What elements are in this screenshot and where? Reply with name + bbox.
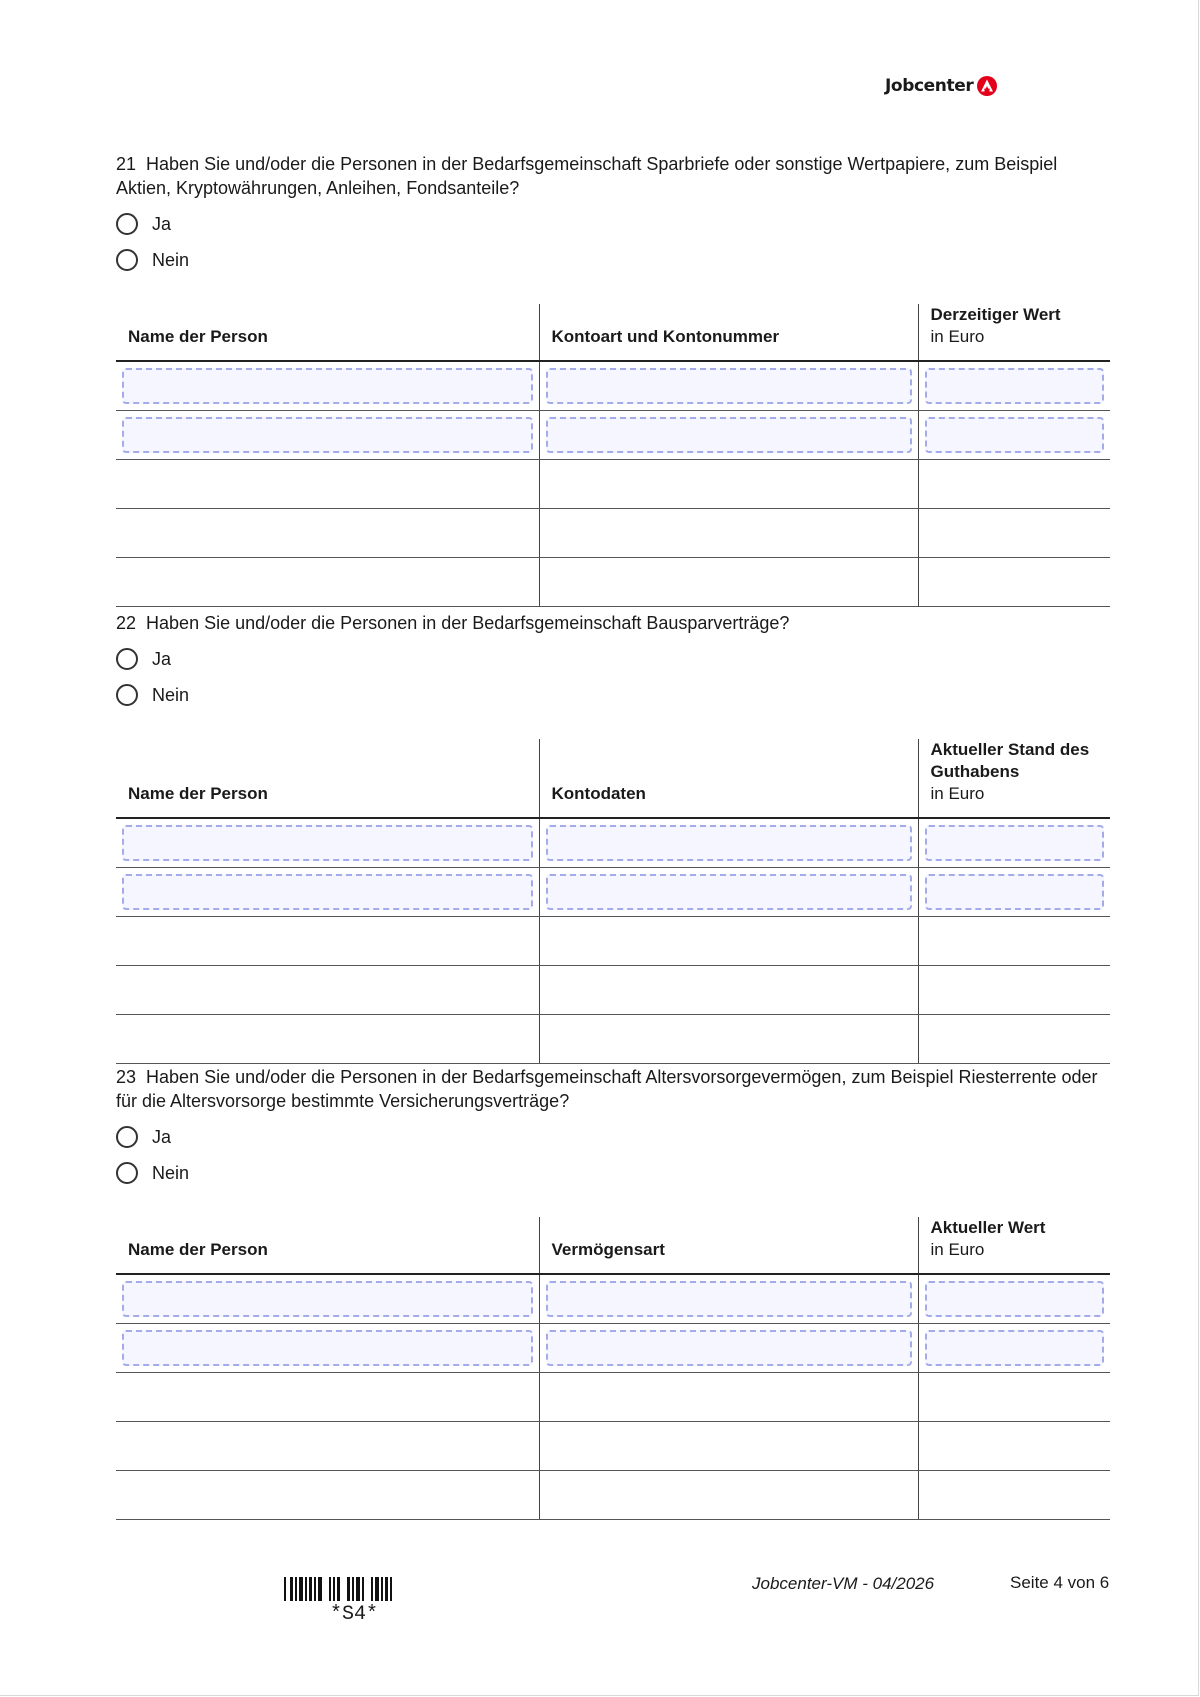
question-number: 22: [116, 613, 137, 633]
column-header: Name der Person: [116, 739, 539, 818]
table-cell: [539, 460, 918, 509]
table-cell: [918, 917, 1110, 966]
table-cell: [918, 966, 1110, 1015]
table-cell: [918, 1373, 1110, 1422]
assets-table-23: [116, 1217, 1110, 1520]
radio-option-ja[interactable]: [116, 206, 1110, 242]
radio-label: Ja: [152, 648, 172, 669]
radio-button[interactable]: [116, 249, 138, 271]
name-input[interactable]: [122, 874, 533, 910]
table-cell: [116, 917, 539, 966]
table-cell: [539, 1373, 918, 1422]
radio-option-nein[interactable]: [116, 1155, 1110, 1191]
table-row: [116, 411, 1110, 460]
name-input[interactable]: [122, 1330, 533, 1366]
table-cell: [116, 966, 539, 1015]
balance-input[interactable]: [925, 825, 1105, 861]
account-input[interactable]: [546, 368, 912, 404]
table-row: [116, 361, 1110, 411]
table-cell: [539, 1422, 918, 1471]
radio-option-nein[interactable]: [116, 677, 1110, 713]
question-number: 23: [116, 1067, 137, 1087]
column-header: Vermögensart: [539, 1217, 918, 1274]
name-input[interactable]: [122, 368, 533, 404]
balance-input[interactable]: [925, 874, 1105, 910]
jobcenter-a-logo-icon: [977, 76, 997, 96]
table-row: [116, 1471, 1110, 1520]
account-input[interactable]: [546, 417, 912, 453]
table-cell: [918, 509, 1110, 558]
table-row: [116, 818, 1110, 868]
barcode-text: *S4*: [329, 1603, 378, 1626]
name-input[interactable]: [122, 825, 533, 861]
table-row: [116, 1324, 1110, 1373]
table-cell: [918, 558, 1110, 607]
question-22: [116, 611, 1110, 635]
table-cell: [918, 460, 1110, 509]
table-row: [116, 1274, 1110, 1324]
table-cell: [116, 460, 539, 509]
assets-table-22: [116, 739, 1110, 1064]
table-cell: [918, 1015, 1110, 1064]
radio-option-ja[interactable]: [116, 1119, 1110, 1155]
table-row: [116, 460, 1110, 509]
jobcenter-logo: [885, 76, 997, 96]
table-cell: [918, 1422, 1110, 1471]
question-21: [116, 152, 1110, 200]
barcode: [284, 1577, 424, 1626]
question-text: Haben Sie und/oder die Personen in der Bedarfsgemeinschaft Sparbriefe oder sonstige Wertpapiere, zum Beispiel Aktien, Kryptowährungen, Anleihen, Fondsanteile?: [116, 154, 1058, 198]
question-23: [116, 1065, 1110, 1113]
column-header: Aktueller Stand des Guthabens in Euro: [918, 739, 1110, 818]
radio-label: Ja: [152, 1126, 172, 1147]
table-row: [116, 868, 1110, 917]
table-row: [116, 1422, 1110, 1471]
table-cell: [539, 1015, 918, 1064]
radio-label: Nein: [152, 1162, 190, 1183]
column-header: Name der Person: [116, 304, 539, 361]
page-number: Seite 4 von 6: [1010, 1573, 1110, 1592]
radio-button[interactable]: [116, 648, 138, 670]
radio-label: Ja: [152, 213, 172, 234]
table-cell: [539, 1471, 918, 1520]
question-text: Haben Sie und/oder die Personen in der Bedarfsgemeinschaft Altersvorsorgevermögen, zum Beispiel Riesterrente oder für die Altersvorsorge bestimmte Versicherungsverträge?: [116, 1067, 1098, 1111]
table-cell: [116, 1471, 539, 1520]
radio-option-nein[interactable]: [116, 242, 1110, 278]
column-header: Kontodaten: [539, 739, 918, 818]
table-cell: [539, 558, 918, 607]
table-row: [116, 1373, 1110, 1422]
value-input[interactable]: [925, 1330, 1105, 1366]
question-text: Haben Sie und/oder die Personen in der Bedarfsgemeinschaft Bausparverträge?: [146, 613, 790, 633]
radio-button[interactable]: [116, 1162, 138, 1184]
table-row: [116, 966, 1110, 1015]
value-input[interactable]: [925, 368, 1105, 404]
table-row: [116, 558, 1110, 607]
section-21: [116, 152, 1110, 607]
name-input[interactable]: [122, 417, 533, 453]
table-row: [116, 917, 1110, 966]
question-number: 21: [116, 154, 137, 174]
value-input[interactable]: [925, 417, 1105, 453]
value-input[interactable]: [925, 1281, 1105, 1317]
column-header: Kontoart und Kontonummer: [539, 304, 918, 361]
radio-label: Nein: [152, 684, 190, 705]
table-cell: [539, 509, 918, 558]
column-header: Name der Person: [116, 1217, 539, 1274]
table-row: [116, 1015, 1110, 1064]
radio-option-ja[interactable]: [116, 641, 1110, 677]
section-23: [116, 1065, 1110, 1520]
asset-type-input[interactable]: [546, 1330, 912, 1366]
account-data-input[interactable]: [546, 874, 912, 910]
column-header: Aktueller Wert in Euro: [918, 1217, 1110, 1274]
radio-button[interactable]: [116, 1126, 138, 1148]
radio-button[interactable]: [116, 213, 138, 235]
radio-label: Nein: [152, 249, 190, 270]
section-22: [116, 611, 1110, 1064]
table-cell: [116, 1015, 539, 1064]
table-cell: [539, 917, 918, 966]
table-cell: [116, 558, 539, 607]
column-header: Derzeitiger Wert in Euro: [918, 304, 1110, 361]
table-cell: [918, 1471, 1110, 1520]
asset-type-input[interactable]: [546, 1281, 912, 1317]
assets-table-21: [116, 304, 1110, 607]
barcode-bars: [284, 1577, 424, 1601]
name-input[interactable]: [122, 1281, 533, 1317]
logo-text: Jobcenter: [885, 76, 974, 96]
form-identifier: Jobcenter-VM - 04/2026: [752, 1574, 935, 1593]
table-cell: [539, 966, 918, 1015]
account-data-input[interactable]: [546, 825, 912, 861]
table-cell: [116, 1422, 539, 1471]
table-row: [116, 509, 1110, 558]
radio-button[interactable]: [116, 684, 138, 706]
table-cell: [116, 509, 539, 558]
table-cell: [116, 1373, 539, 1422]
